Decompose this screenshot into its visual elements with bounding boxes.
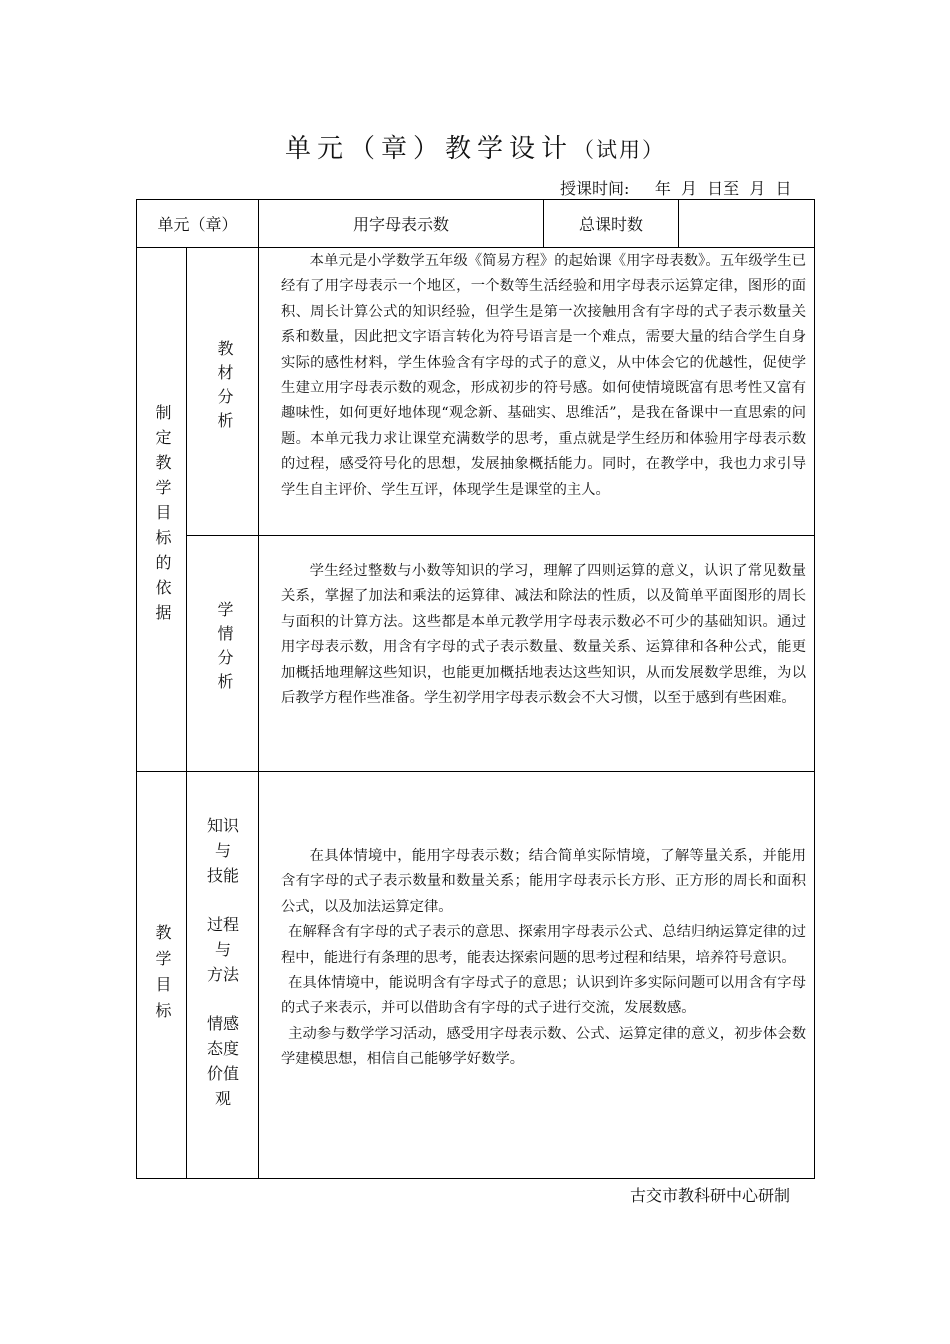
material-analysis-text [281,249,806,503]
goal-paragraph: 在具体情境中，能说明含有字母式子的意思；认识到许多实际问题可以用含有字母的式子来表示，并可以借助含有字母的式子进行交流，发展数感。 [281,975,806,1017]
basis-label: 制定教学目标的依据 [153,404,172,629]
unit-label: 单元（章） [157,215,238,234]
page-title [0,128,950,165]
goal-paragraph: 主动参与数学学习活动，感受用字母表示数、公式、运算定律的意义，初步体会数学建模思想，相信自己能够学好数学。 [281,1025,806,1068]
total-hours-label: 总课时数 [578,215,643,234]
unit-value: 用字母表示数 [352,215,449,234]
goal-paragraph: 在解释含有字母的式子表示的意思、探索用字母表示公式、总结归纳运算定律的过程中，能进行有条理的思考，能表达探索问题的思考过程和结果，培养符号意识。 [281,924,806,966]
student-analysis-paragraph: 学生经过整数与小数等知识的学习，理解了四则运算的意义，认识了常见数量关系，掌握了加法和乘法的运算律、减法和除法的性质，以及简单平面图形的周长与面积的计算方法。这些都是本单元教学用字母表示数必不可少的基础知识。通过用字母表示数，用含有字母的式子表示数量、数量关系、运算律和各种公式，能更加概括地理解这些知识，也能更加概括地表达这些知识，从而发展数学思维，为以后教学方程作些准备。学生初学用字母表示数会不大习惯，以至于感到有些困难。 [281,563,806,707]
student-analysis-text [281,559,806,711]
title-main: 单元（章）教学设计 [284,134,573,164]
goal-paragraph: 在具体情境中，能用字母表示数；结合简单实际情境，了解等量关系，并能用含有字母的式子表示数量和数量关系；能用字母表示长方形、正方形的周长和面积公式，以及加法运算定律。 [281,848,806,915]
footer-issuer: 古交市教科研中心研制 [630,1186,791,1205]
material-analysis-label: 教材分析 [215,340,234,436]
row-divider [186,535,815,536]
row-divider [136,771,815,772]
row-divider [136,247,815,248]
dimension-process: 过程 与 方法 [206,915,239,984]
teaching-date-line: 授课时间: 年 月 日至 月 日 [560,179,792,198]
column-divider [186,247,187,1179]
title-suffix: （试用） [573,138,665,162]
material-analysis-paragraph: 本单元是小学数学五年级《简易方程》的起始课《用字母表数》。五年级学生已经有了用字母表示一个地区，一个数等生活经验和用字母表示运算定律，图形的面积、周长计算公式的知识经验，但学生是第一次接触用含有字母的式子表示数量关系和数量，因此把文字语言转化为符号语言是一个难点，需要大量的结合学生自身实际的感性材料，学生体验含有字母的式子的意义，从中体会它的优越性，促使学生建立用字母表示数的观念，形成初步的符号感。如何使情境既富有思考性又富有趣味性，如何更好地体现“观念新、基础实、思维活”，是我在备课中一直思索的问题。本单元我力求让课堂充满数学的思考，重点就是学生经历和体验用字母表示数的过程，感受符号化的思想，发展抽象概括能力。同时，在教学中，我也力求引导学生自主评价、学生互评，体现学生是课堂的主人。 [281,253,806,498]
dimension-attitude: 情感 态度 价值 观 [206,1014,239,1108]
dimension-knowledge: 知识 与 技能 [206,816,239,885]
goals-text [281,844,806,1073]
column-divider [258,199,259,1179]
goals-label: 教学目标 [153,924,172,1028]
student-analysis-label: 学情分析 [215,601,234,697]
total-hours-value [679,200,814,247]
goal-dimensions [190,813,256,1111]
